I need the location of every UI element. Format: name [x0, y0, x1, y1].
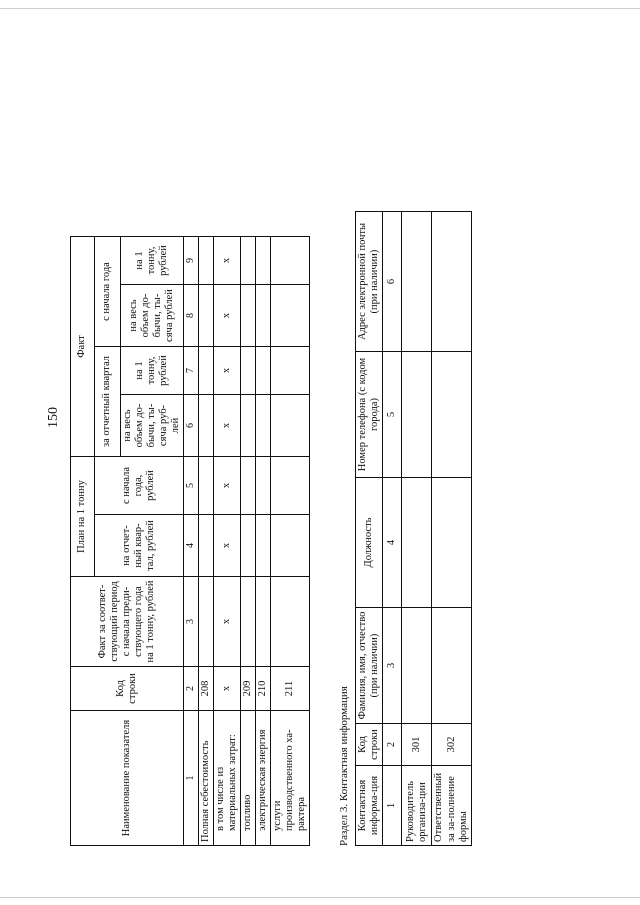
header-fact: Факт: [71, 237, 95, 457]
value-cell: [198, 237, 213, 285]
value-cell: x: [213, 577, 240, 667]
value-cell: [241, 347, 256, 395]
header-indicator-name: Наименование показателя: [71, 711, 184, 846]
value-cell: [241, 515, 256, 577]
row-label: топливо: [241, 711, 256, 846]
value-cell: [271, 237, 310, 285]
column-number: 6: [184, 395, 199, 457]
column-number: 4: [184, 515, 199, 577]
contacts-row: [432, 212, 471, 846]
value-cell: [256, 515, 271, 577]
contacts-empty-cell: [432, 478, 471, 608]
table-row: [271, 237, 310, 846]
value-cell: [241, 237, 256, 285]
contacts-row-label: Ответственный за за-полнение формы: [432, 766, 471, 846]
header-plan-quarter: на отчет-ный квар-тал, рублей: [95, 515, 184, 577]
value-cell: x: [213, 237, 240, 285]
table-row: [198, 237, 213, 846]
value-cell: [198, 515, 213, 577]
contacts-row: [402, 212, 432, 846]
row-label: услуги производственного ха-рактера: [271, 711, 310, 846]
rotated-content: [70, 26, 472, 846]
column-number: 1: [184, 711, 199, 846]
contacts-header-full-name: Фамилия, имя, отчество (при наличии): [356, 608, 383, 724]
line-code-cell: 210: [256, 667, 271, 711]
value-cell: [241, 285, 256, 347]
value-cell: [241, 457, 256, 515]
contacts-header-phone: Номер телефона (с кодом города): [356, 352, 383, 478]
value-cell: [198, 395, 213, 457]
column-number: 7: [184, 347, 199, 395]
cost-table: [70, 236, 310, 846]
value-cell: [256, 395, 271, 457]
value-cell: [198, 457, 213, 515]
line-code-cell: 208: [198, 667, 213, 711]
contacts-header-email: Адрес электронной почты (при наличии): [356, 212, 383, 352]
line-code-cell: 211: [271, 667, 310, 711]
column-number: 5: [383, 352, 402, 478]
contacts-empty-cell: [432, 352, 471, 478]
column-number: 2: [383, 724, 402, 766]
table-row: [213, 237, 240, 846]
contacts-header-position: Должность: [356, 478, 383, 608]
contacts-empty-cell: [432, 608, 471, 724]
column-number: 2: [184, 667, 199, 711]
contacts-row-label: Руководитель организа-ции: [402, 766, 432, 846]
page-number: 150: [46, 407, 61, 428]
column-number: 8: [184, 285, 199, 347]
column-number: 1: [383, 766, 402, 846]
value-cell: x: [213, 515, 240, 577]
value-cell: [271, 457, 310, 515]
contacts-empty-cell: [432, 212, 471, 352]
contacts-header-line-code: Код строки: [356, 724, 383, 766]
header-fact-previous-year: Факт за соответ-ствующий период с начала преди-ствующего года на 1 тонну, рублей: [71, 577, 184, 667]
row-label: электрическая энергия: [256, 711, 271, 846]
value-cell: [271, 515, 310, 577]
contacts-column-number-row: [383, 212, 402, 846]
contacts-row-code: 302: [432, 724, 471, 766]
line-code-cell: x: [213, 667, 240, 711]
value-cell: [271, 347, 310, 395]
column-number: 9: [184, 237, 199, 285]
table-row: [241, 237, 256, 846]
row-label: Полная себестоимость: [198, 711, 213, 846]
header-fact-since-start: с начала года: [95, 237, 121, 347]
header-plan-since-start: с начала года, рублей: [95, 457, 184, 515]
column-number: 3: [383, 608, 402, 724]
value-cell: x: [213, 347, 240, 395]
header-line-code: Код строки: [71, 667, 184, 711]
column-number: 5: [184, 457, 199, 515]
value-cell: [271, 395, 310, 457]
value-cell: [256, 285, 271, 347]
header-fact-since-start-per-ton: на 1 тонну, рублей: [121, 237, 184, 285]
value-cell: [256, 347, 271, 395]
contacts-empty-cell: [402, 478, 432, 608]
value-cell: [256, 457, 271, 515]
value-cell: [241, 577, 256, 667]
value-cell: [271, 285, 310, 347]
scan-edge-bottom: [0, 897, 640, 898]
contacts-empty-cell: [402, 352, 432, 478]
column-number: 4: [383, 478, 402, 608]
section-3-title: Раздел 3. Контактная информация: [338, 686, 351, 846]
header-fact-quarter-per-ton: на 1 тонну, рублей: [121, 347, 184, 395]
header-plan-per-ton: План на 1 тонну: [71, 457, 95, 577]
header-fact-quarter-total: на весь объем до-бычи, ты-сяча руб-лей: [121, 395, 184, 457]
contacts-row-code: 301: [402, 724, 432, 766]
table-row: [256, 237, 271, 846]
header-fact-since-start-total: на весь объем до-бычи, ты-сяча рублей: [121, 285, 184, 347]
value-cell: [256, 237, 271, 285]
contacts-empty-cell: [402, 608, 432, 724]
row-label: в том числе из материальных затрат:: [213, 711, 240, 846]
column-number-row: [184, 237, 199, 846]
value-cell: [198, 347, 213, 395]
line-code-cell: 209: [241, 667, 256, 711]
value-cell: [256, 577, 271, 667]
value-cell: [198, 285, 213, 347]
contacts-table: [355, 211, 471, 846]
contacts-empty-cell: [402, 212, 432, 352]
column-number: 3: [184, 577, 199, 667]
value-cell: [271, 577, 310, 667]
value-cell: [241, 395, 256, 457]
value-cell: [198, 577, 213, 667]
column-number: 6: [383, 212, 402, 352]
contacts-header-contact-info: Контактная информа-ция: [356, 766, 383, 846]
value-cell: x: [213, 285, 240, 347]
value-cell: x: [213, 395, 240, 457]
value-cell: x: [213, 457, 240, 515]
header-fact-quarter: за отчетный квартал: [95, 347, 121, 457]
scan-edge-top: [0, 8, 640, 9]
